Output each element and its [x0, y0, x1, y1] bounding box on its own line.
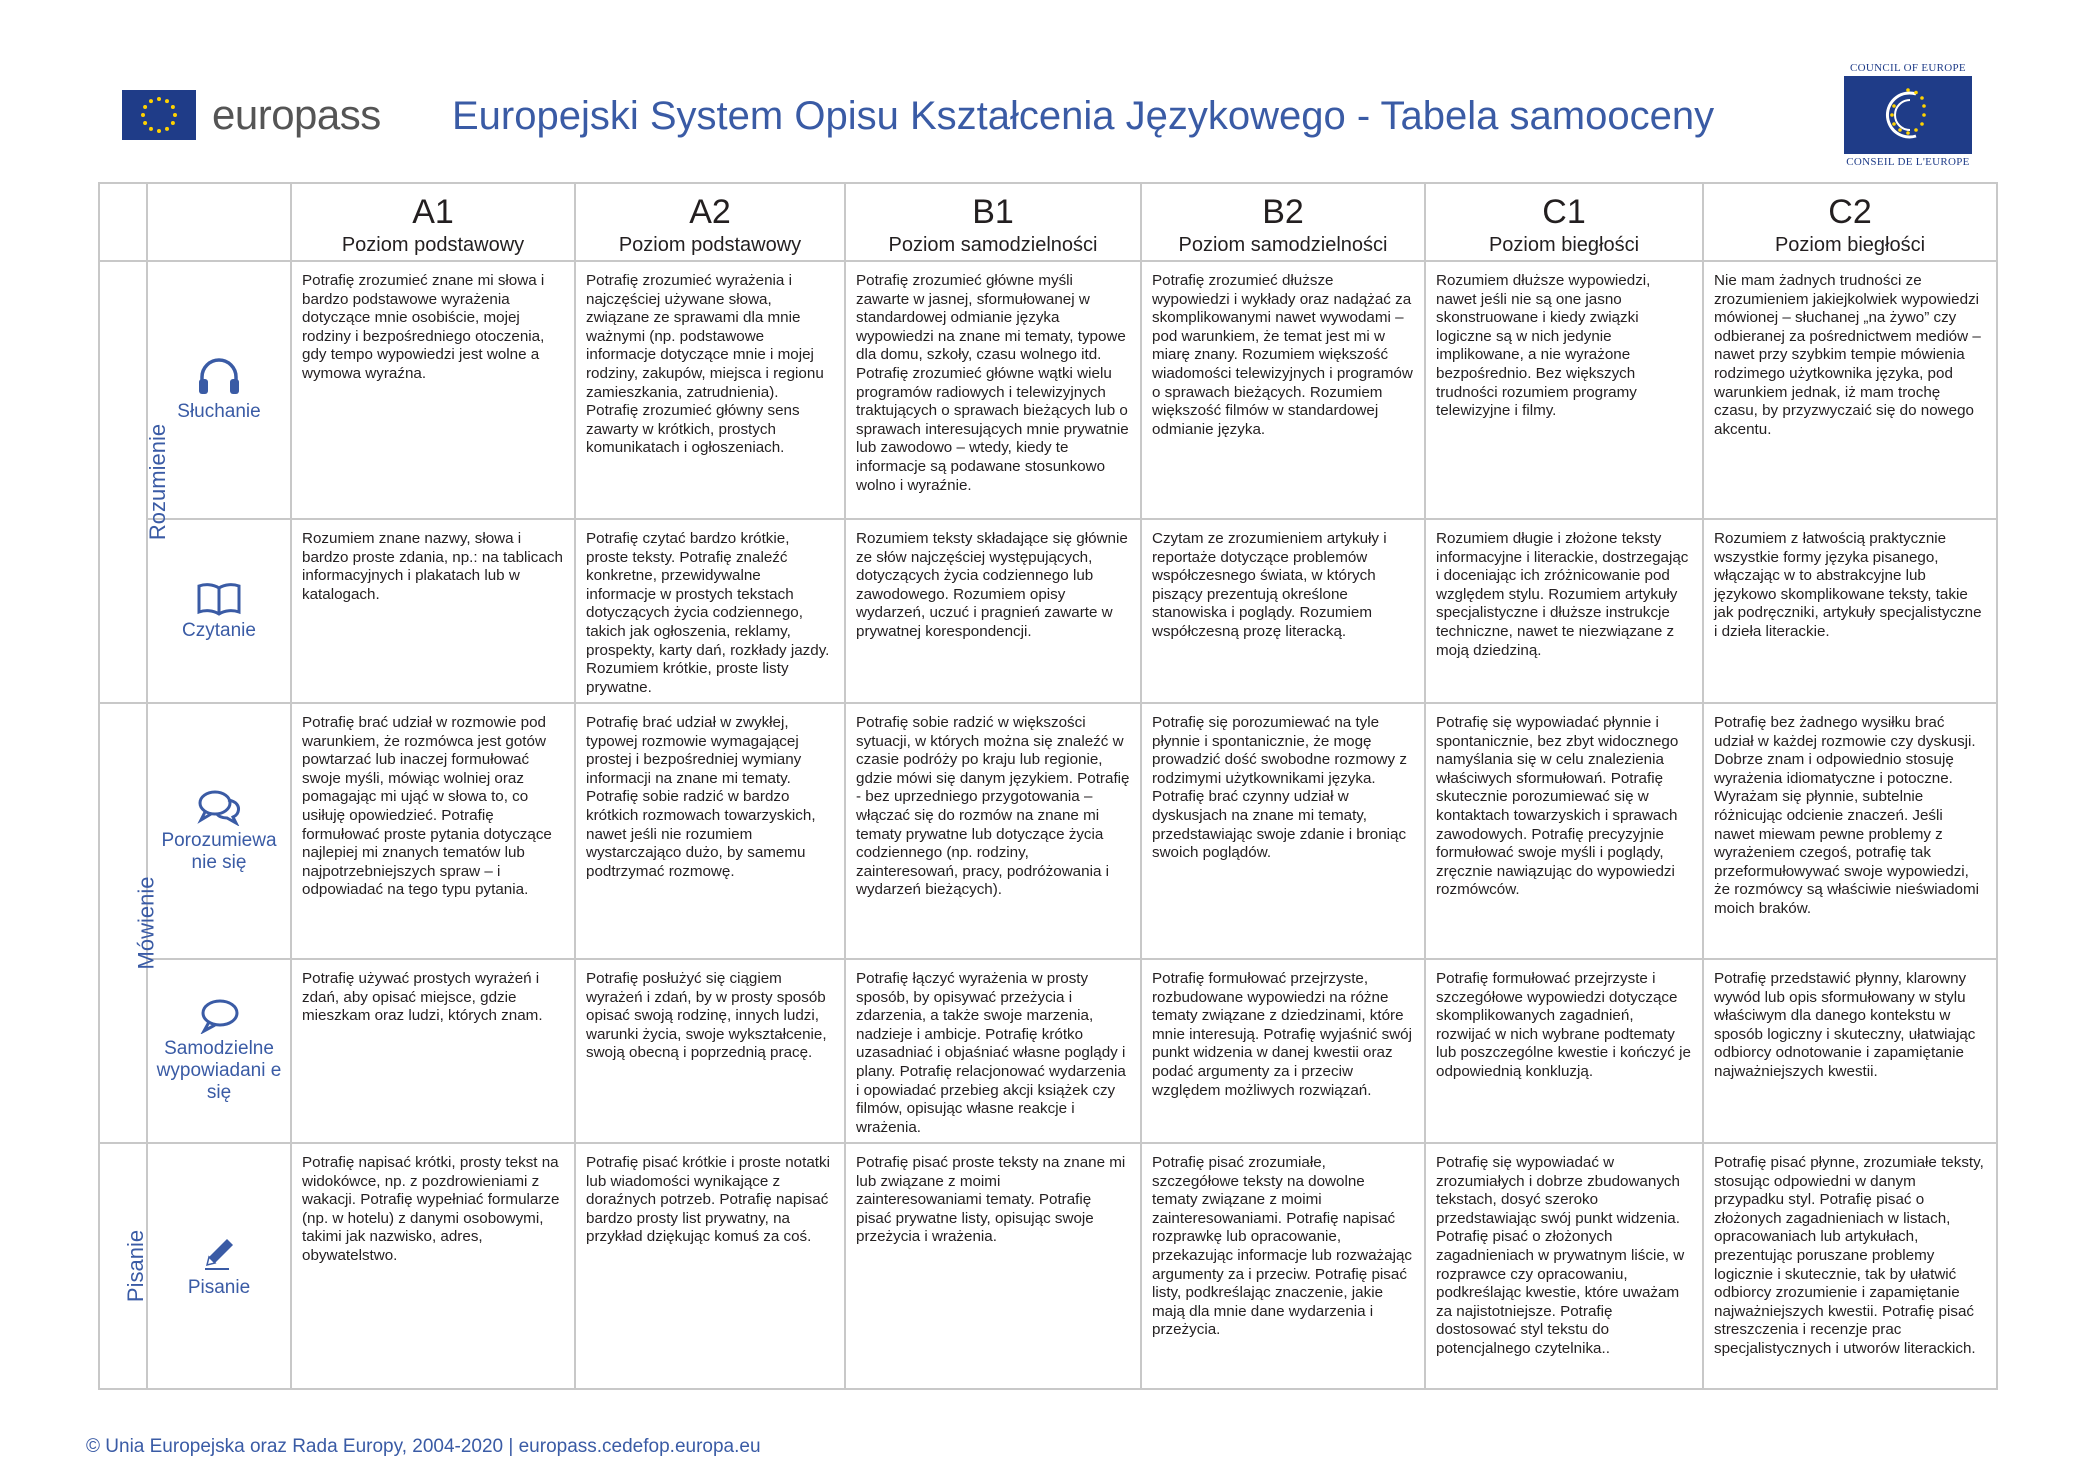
cefr-table [98, 182, 1998, 1390]
skill-label: Słuchanie [177, 401, 261, 422]
skill-writing [147, 1143, 291, 1389]
footer-text: © Unia Europejska oraz Rada Europy, 2004-2020 | europass.cedefop.europa.eu [86, 1436, 761, 1457]
empty-corner-cell [99, 183, 147, 261]
descriptor-listening-b1: Potrafię zrozumieć główne myśli zawarte w jasnej, sformułowanej w standardowej odmianie języka wypowiedzi na znane mi tematy, typowe dla domu, szkoły, czasu wolnego itd. Potrafię zrozumieć główne wątki wielu programów radiowych i telewizyjnych traktujących o sprawach bieżących lub o sprawach interesujących mnie prywatnie lub zawodowo – wtedy, kiedy te informacje są podawane stosunkowo wolno i wyraźnie. [845, 261, 1141, 519]
descriptor-interaction-b1: Potrafię sobie radzić w większości sytuacji, w których można się znaleźć w czasie podróży po kraju lub regionie, gdzie mówi się danym językiem. Potrafię - bez uprzedniego przygotowania – włączać się do rozmów na znane mi tematy prywatne lub dotyczące życia codziennego (np. rodziny, zainteresowań, pracy, podróżowania i wydarzeń bieżących). [845, 703, 1141, 959]
headphones-icon [196, 357, 242, 397]
skill-label: Pisanie [187, 1277, 251, 1298]
skill-spoken-interaction [147, 703, 291, 959]
descriptor-interaction-a1: Potrafię brać udział w rozmowie pod warunkiem, że rozmówca jest gotów powtarzać lub inaczej formułować swoje myśli, mówiąc wolniej oraz pomagając mi ująć w słowa to, co usiłuję opowiedzieć. Potrafię formułować proste pytania dotyczące najlepiej mi znanych tematów lub najpotrzebniejszych spraw – i odpowiadać na tego typu pytania. [291, 703, 575, 959]
pencil-icon [199, 1233, 239, 1273]
level-name: Poziom biegłości [1774, 234, 1926, 256]
descriptor-reading-a2: Potrafię czytać bardzo krótkie, proste teksty. Potrafię znaleźć konkretne, przewidywalne informacje w prostych tekstach dotyczących życia codziennego, takich jak ogłoszenia, reklamy, prospekty, karty dań, rozkłady jazdy. Rozumiem krótkie, proste listy prywatne. [575, 519, 845, 703]
level-name: Poziom samodzielności [1178, 234, 1388, 256]
descriptor-production-b1: Potrafię łączyć wyrażenia w prosty sposób, by opisywać przeżycia i zdarzenia, a także swoje marzenia, nadzieje i ambicje. Potrafię krótko uzasadniać i objaśniać własne poglądy i plany. Potrafię relacjonować wydarzenia i opowiadać przebieg akcji książek czy filmów, opisując własne reakcje i wrażenia. [845, 959, 1141, 1143]
descriptor-production-a2: Potrafię posłużyć się ciągiem wyrażeń i zdań, by w prosty sposób opisać swoją rodzinę, innych ludzi, warunki życia, swoje wykształcenie, swoją obecną i poprzednią pracę. [575, 959, 845, 1143]
descriptor-writing-c1: Potrafię się wypowiadać w zrozumiałych i dobrze zbudowanych tekstach, dosyć szeroko przedstawiając swój punkt widzenia. Potrafię pisać o złożonych zagadnieniach w prywatnym liście, w rozprawce czy opracowaniu, podkreślając kwestie, które uważam za najistotniejsze. Potrafię dostosować styl tekstu do potencjalnego czytelnika.. [1425, 1143, 1703, 1389]
chat-bubbles-icon [196, 788, 242, 826]
descriptor-reading-c2: Rozumiem z łatwością praktycznie wszystkie formy języka pisanego, włączając w to abstrakcyjne lub językowo skomplikowane teksty, takie jak podręczniki, artykuły specjalistyczne i dzieła literackie. [1703, 519, 1997, 703]
category-label: Mówienie [133, 876, 159, 970]
skill-row-production [99, 959, 1997, 1143]
level-header-row [99, 183, 1997, 261]
category-label: Pisanie [123, 1229, 149, 1303]
level-code: C2 [1828, 193, 1872, 231]
descriptor-reading-c1: Rozumiem długie i złożone teksty informacyjne i literackie, dostrzegając i doceniając ich zróżnicowanie pod względem stylu. Rozumiem artykuły specjalistyczne i dłuższe instrukcje techniczne, nawet te niezwiązane z moją dziedziną. [1425, 519, 1703, 703]
descriptor-listening-b2: Potrafię zrozumieć dłuższe wypowiedzi i wykłady oraz nadążać za skomplikowanymi nawet wywodami – pod warunkiem, że temat jest mi w miarę znany. Rozumiem większość wiadomości telewizyjnych i programów o sprawach bieżących. Rozumiem większość filmów w standardowej odmianie języka. [1141, 261, 1425, 519]
skill-row-writing [99, 1143, 1997, 1389]
speech-bubble-icon [198, 998, 240, 1034]
category-label: Rozumienie [145, 423, 171, 541]
descriptor-production-c1: Potrafię formułować przejrzyste i szczegółowe wypowiedzi dotyczące skomplikowanych zagadnień, rozwijać w nich wybrane podtematy lub poszczególne kwestie i kończyć je odpowiednią konkluzją. [1425, 959, 1703, 1143]
level-name: Poziom samodzielności [888, 234, 1098, 256]
empty-corner-cell [147, 183, 291, 261]
descriptor-listening-a2: Potrafię zrozumieć wyrażenia i najczęściej używane słowa, związane ze sprawami dla mnie ważnymi (np. podstawowe informacje dotyczące mnie i mojej rodziny, zakupów, miejsca i regionu zamieszkania, zatrudnienia). Potrafię zrozumieć główny sens zawarty w krótkich, prostych komunikatach i ogłoszeniach. [575, 261, 845, 519]
descriptor-interaction-b2: Potrafię się porozumiewać na tyle płynnie i spontanicznie, że mogę prowadzić dość swobodne rozmowy z rodzimymi użytkownikami języka. Potrafię brać czynny udział w dyskusjach na znane mi tematy, przedstawiając swoje zdanie i broniąc swoich poglądów. [1141, 703, 1425, 959]
level-code: B1 [972, 193, 1014, 231]
skill-row-listening [99, 261, 1997, 519]
descriptor-listening-c1: Rozumiem dłuższe wypowiedzi, nawet jeśli nie są one jasno skonstruowane i kiedy związki logiczne są w nich jedynie implikowane, a nie wyrażone bezpośrednio. Bez większych trudności rozumiem programy telewizyjne i filmy. [1425, 261, 1703, 519]
descriptor-reading-a1: Rozumiem znane nazwy, słowa i bardzo proste zdania, np.: na tablicach informacyjnych i plakatach lub w katalogach. [291, 519, 575, 703]
council-of-europe-logo [1842, 62, 1974, 168]
document-header [0, 0, 2090, 180]
level-header-c2 [1703, 183, 1997, 261]
level-code: A1 [412, 193, 454, 231]
level-header-b1 [845, 183, 1141, 261]
skill-label: Porozumiewa nie się [161, 830, 277, 873]
descriptor-production-b2: Potrafię formułować przejrzyste, rozbudowane wypowiedzi na różne tematy związane z dziedzinami, które mnie interesują. Potrafię wyjaśnić swój punkt widzenia w danej kwestii oraz podać argumenty za i przeciw względem możliwych rozwiązań. [1141, 959, 1425, 1143]
descriptor-writing-a2: Potrafię pisać krótkie i proste notatki lub wiadomości wynikające z doraźnych potrzeb. Potrafię napisać bardzo prosty list prywatny, na przykład dziękując komuś za coś. [575, 1143, 845, 1389]
descriptor-production-a1: Potrafię używać prostych wyrażeń i zdań, aby opisać miejsce, gdzie mieszkam oraz ludzi, których znam. [291, 959, 575, 1143]
level-name: Poziom biegłości [1488, 234, 1640, 256]
descriptor-production-c2: Potrafię przedstawić płynny, klarowny wywód lub opis sformułowany w stylu właściwym dla danego kontekstu w sposób logiczny i skuteczny, ułatwiając odbiorcy odnotowanie i zapamiętanie najważniejszych kwestii. [1703, 959, 1997, 1143]
self-assessment-grid [98, 182, 1996, 1390]
footer-copyright [86, 1436, 761, 1458]
category-understanding [99, 261, 171, 703]
coe-emblem-icon [1844, 76, 1972, 154]
skill-label: Czytanie [182, 620, 256, 641]
eu-flag-icon [122, 90, 196, 140]
europass-logo [122, 90, 381, 140]
skill-reading [147, 519, 291, 703]
coe-label-fr: CONSEIL DE L'EUROPE [1846, 156, 1970, 168]
descriptor-reading-b1: Rozumiem teksty składające się głównie ze słów najczęściej występujących, dotyczących życia codziennego lub zawodowego. Rozumiem opisy wydarzeń, uczuć i pragnień zawarte w prywatnej korespondencji. [845, 519, 1141, 703]
descriptor-writing-b2: Potrafię pisać zrozumiałe, szczegółowe teksty na dowolne tematy związane z moimi zainteresowaniami. Potrafię napisać rozprawkę lub opracowanie, przekazując informacje lub rozważając argumenty za i przeciw. Potrafię pisać listy, podkreślając znaczenie, jakie mają dla mnie dane wydarzenia i przeżycia. [1141, 1143, 1425, 1389]
level-code: C1 [1542, 193, 1586, 231]
level-header-c1 [1425, 183, 1703, 261]
skill-label: Samodzielne wypowiadani e się [156, 1038, 282, 1103]
descriptor-interaction-c2: Potrafię bez żadnego wysiłku brać udział w każdej rozmowie czy dyskusji. Dobrze znam i odpowiednio stosuję wyrażenia idiomatyczne i potoczne. Wyrażam się płynnie, subtelnie różnicując odcienie znaczeń. Jeśli nawet miewam pewne problemy z wyrażeniem czegoś, potrafię tak przeformułowywać swoje wypowiedzi, że rozmówcy są właściwie nieświadomi moich braków. [1703, 703, 1997, 959]
descriptor-interaction-c1: Potrafię się wypowiadać płynnie i spontanicznie, bez zbyt widocznego namyślania się w celu znalezienia właściwych sformułowań. Potrafię skutecznie porozumiewać się w kontaktach towarzyskich i sprawach zawodowych. Potrafię precyzyjnie formułować swoje myśli i poglądy, zręcznie nawiązując do wypowiedzi rozmówców. [1425, 703, 1703, 959]
europass-wordmark: europass [212, 91, 381, 138]
descriptor-writing-b1: Potrafię pisać proste teksty na znane mi lub związane z moimi zainteresowaniami tematy. Potrafię pisać prywatne listy, opisując swoje przeżycia i wrażenia. [845, 1143, 1141, 1389]
category-speaking [99, 703, 159, 1143]
level-header-a1 [291, 183, 575, 261]
category-writing [99, 1143, 147, 1389]
descriptor-listening-a1: Potrafię zrozumieć znane mi słowa i bardzo podstawowe wyrażenia dotyczące mnie osobiście, mojej rodziny i bezpośredniego otoczenia, gdy tempo wypowiedzi jest wolne a wymowa wyraźna. [291, 261, 575, 519]
descriptor-writing-c2: Potrafię pisać płynne, zrozumiałe teksty, stosując odpowiedni w danym przypadku styl. Potrafię pisać o złożonych zagadnieniach w listach, opracowaniach lub artykułach, prezentując poruszane problemy logicznie i skutecznie, tak by ułatwić odbiorcy zrozumienie i zapamiętanie najważniejszych kwestii. Potrafię pisać streszczenia i recenzje prac specjalistycznych i utworów literackich. [1703, 1143, 1997, 1389]
level-name: Poziom podstawowy [341, 234, 525, 256]
descriptor-listening-c2: Nie mam żadnych trudności ze zrozumieniem jakiejkolwiek wypowiedzi mówionej – słuchanej „na żywo” czy odbieranej za pośrednictwem mediów – nawet przy szybkim tempie mówienia rodzimego użytkownika języka, pod warunkiem jednak, iż mam trochę czasu, by przyzwyczaić się do nowego akcentu. [1703, 261, 1997, 519]
skill-spoken-production [147, 959, 291, 1143]
descriptor-reading-b2: Czytam ze zrozumieniem artykuły i reportaże dotyczące problemów współczesnego świata, w których piszący prezentują określone stanowiska i poglądy. Rozumiem współczesną prozę literacką. [1141, 519, 1425, 703]
descriptor-writing-a1: Potrafię napisać krótki, prosty tekst na widokówce, np. z pozdrowieniami z wakacji. Potrafię wypełniać formularze (np. w hotelu) z danymi osobowymi, takimi jak nazwisko, adres, obywatelstwo. [291, 1143, 575, 1389]
level-header-b2 [1141, 183, 1425, 261]
coe-label-en: COUNCIL OF EUROPE [1850, 62, 1966, 74]
descriptor-interaction-a2: Potrafię brać udział w zwykłej, typowej rozmowie wymagającej prostej i bezpośredniej wymiany informacji na znane mi tematy. Potrafię sobie radzić w bardzo krótkich rozmowach towarzyskich, nawet jeśli nie rozumiem wystarczająco dużo, by samemu podtrzymać rozmowę. [575, 703, 845, 959]
page-title: Europejski System Opisu Kształcenia Językowego - Tabela samooceny [452, 94, 1715, 138]
skill-row-reading [99, 519, 1997, 703]
skill-row-interaction [99, 703, 1997, 959]
level-code: A2 [689, 193, 731, 231]
level-code: B2 [1262, 193, 1304, 231]
book-icon [196, 580, 242, 616]
level-header-a2 [575, 183, 845, 261]
level-name: Poziom podstawowy [618, 234, 802, 256]
